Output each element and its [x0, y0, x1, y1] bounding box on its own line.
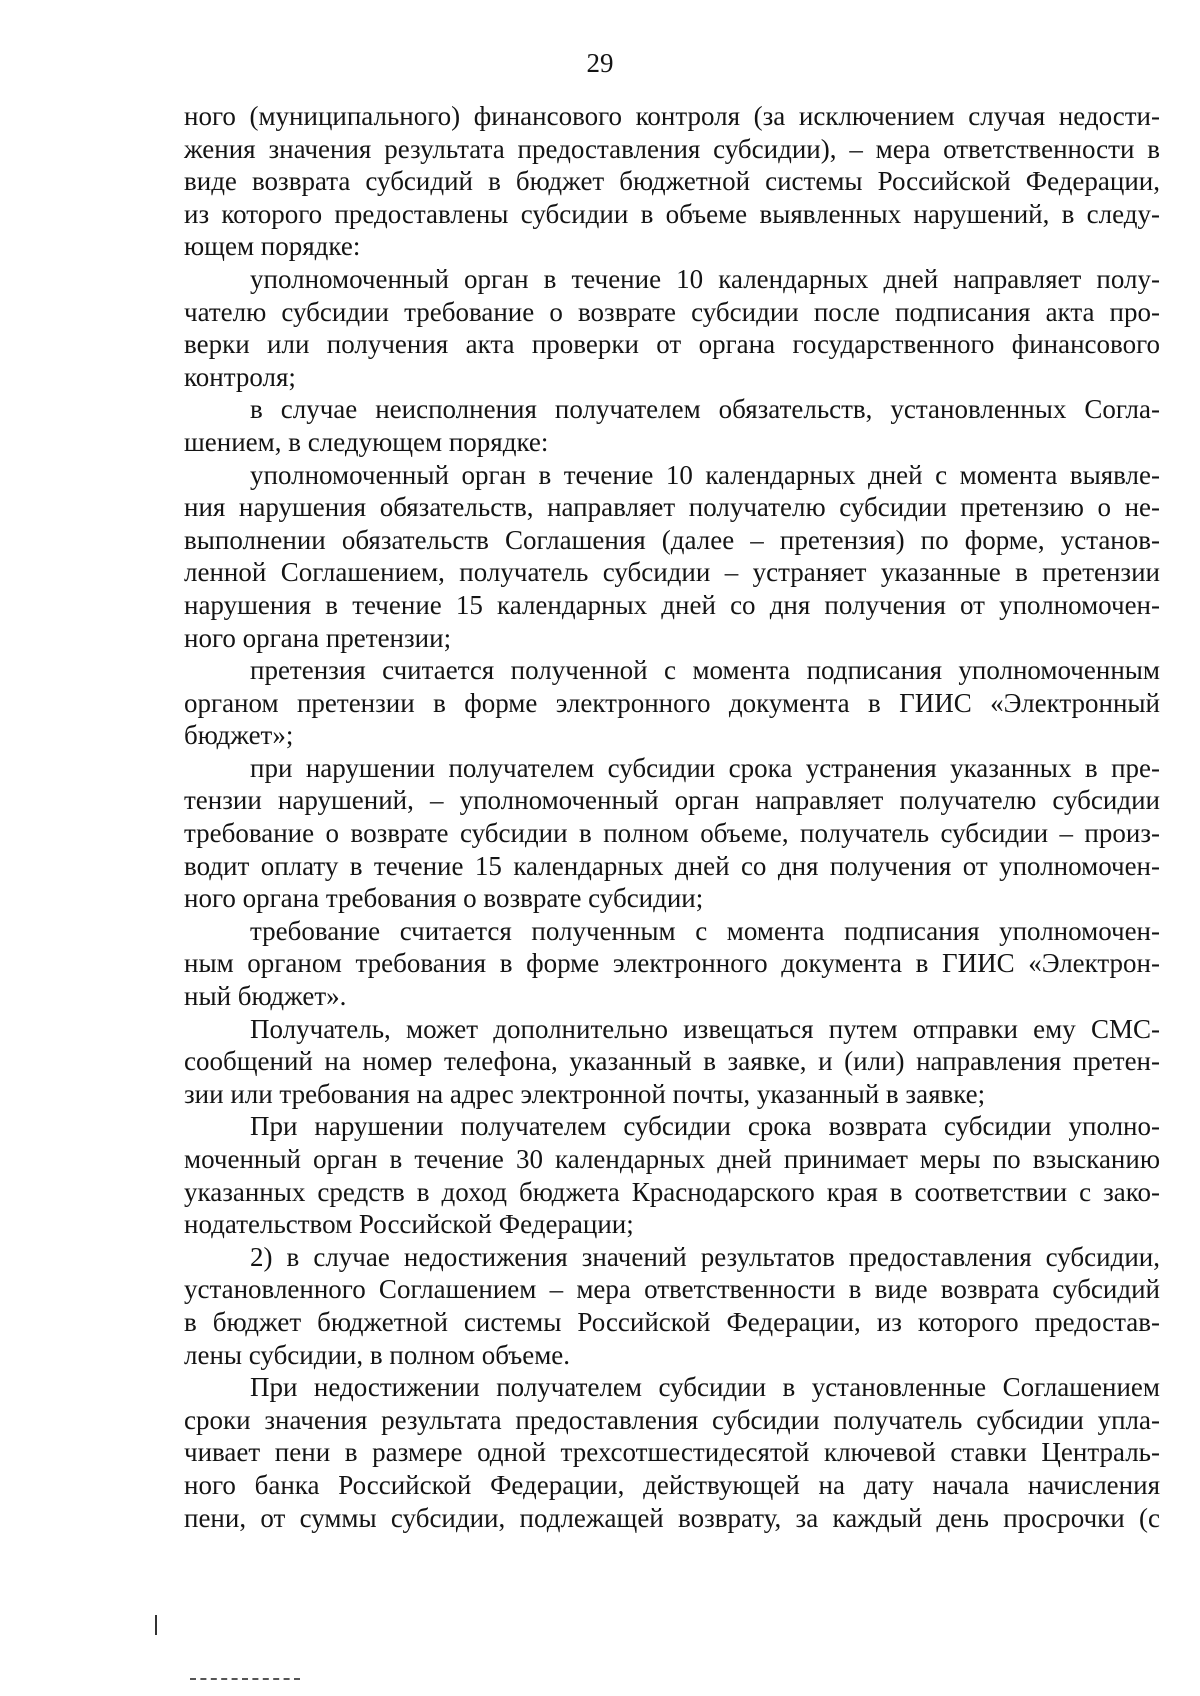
text-line: в случае неисполнения получателем обязательств, установленных Согла-: [250, 394, 1160, 425]
text-line: претензия считается полученной с момента подписания уполномоченным: [250, 655, 1160, 686]
text-line: виде возврата субсидий в бюджет бюджетной системы Российской Федерации,: [184, 166, 1160, 197]
text-line: нарушения в течение 15 календарных дней со дня получения от уполномочен-: [184, 589, 1160, 620]
text-line: ным органом требования в форме электронного документа в ГИИС «Электрон-: [184, 948, 1160, 979]
text-line: зии или требования на адрес электронной почты, указанный в заявке;: [184, 1078, 986, 1109]
text-line: ного банка Российской Федерации, действующей на дату начала начисления: [184, 1469, 1160, 1500]
text-line: 2) в случае недостижения значений результатов предоставления субсидии,: [250, 1241, 1160, 1272]
text-line: чивает пени в размере одной трехсотшестидесятой ключевой ставки Централь-: [184, 1437, 1160, 1468]
scan-artifact-line: [190, 1678, 300, 1682]
text-line: моченный орган в течение 30 календарных дней принимает меры по взысканию: [184, 1144, 1160, 1174]
text-lines: [184, 100, 1160, 1534]
text-line: водит оплату в течение 15 календарных дней со дня получения от уполномочен-: [184, 850, 1160, 881]
text-line: ного (муниципального) финансового контроля (за исключением случая недости-: [184, 101, 1160, 131]
text-line: органом претензии в форме электронного документа в ГИИС «Электронный: [184, 687, 1160, 718]
text-line: сроки значения результата предоставления субсидии получатель субсидии упла-: [184, 1404, 1160, 1435]
text-line: ленной Соглашением, получатель субсидии – устраняет указанные в претензии: [184, 557, 1160, 588]
text-line: шением, в следующем порядке:: [184, 426, 549, 457]
text-line: нодательством Российской Федерации;: [184, 1209, 634, 1240]
text-line: указанных средств в доход бюджета Краснодарского края в соответствии с зако-: [184, 1176, 1160, 1207]
page-number: 29: [586, 48, 614, 78]
text-line: требование считается полученным с момента подписания уполномочен-: [250, 915, 1160, 946]
text-line: лены субсидии, в полном объеме.: [184, 1339, 571, 1370]
text-line: тензии нарушений, – уполномоченный орган направляет получателю субсидии: [184, 785, 1160, 816]
text-line: при нарушении получателем субсидии срока устранения указанных в пре-: [250, 752, 1160, 783]
text-line: ния нарушения обязательств, направляет получателю субсидии претензию о не-: [184, 492, 1160, 523]
text-line: ющем порядке:: [184, 231, 361, 262]
text-line: сообщений на номер телефона, указанный в заявке, и (или) направления претен-: [184, 1046, 1160, 1077]
text-line: пени, от суммы субсидии, подлежащей возврату, за каждый день просрочки (с: [184, 1502, 1160, 1533]
text-line: бюджет»;: [184, 720, 294, 751]
text-line: требование о возврате субсидии в полном объеме, получатель субсидии – произ-: [184, 818, 1160, 849]
scan-artifact: [155, 1615, 157, 1635]
text-line: ного органа претензии;: [184, 622, 452, 653]
text-line: жения значения результата предоставления субсидии), – мера ответственности в: [184, 133, 1160, 164]
text-line: выполнении обязательств Соглашения (далее – претензия) по форме, установ-: [184, 524, 1160, 555]
text-line: верки или получения акта проверки от органа государственного финансового: [184, 329, 1160, 360]
text-line: При недостижении получателем субсидии в установленные Соглашением: [250, 1372, 1160, 1403]
text-line: уполномоченный орган в течение 10 календарных дней направляет полу-: [250, 263, 1160, 294]
text-line: уполномоченный орган в течение 10 календарных дней с момента выявле-: [250, 459, 1160, 490]
document-body: [184, 100, 1160, 1534]
text-line: Получатель, может дополнительно извещаться путем отправки ему СМС-: [250, 1013, 1160, 1044]
text-line: ного органа требования о возврате субсидии;: [184, 883, 704, 914]
text-line: чателю субсидии требование о возврате субсидии после подписания акта про-: [184, 296, 1160, 327]
text-line: При нарушении получателем субсидии срока возврата субсидии уполно-: [250, 1111, 1160, 1142]
text-line: в бюджет бюджетной системы Российской Федерации, из которого предостав-: [184, 1306, 1160, 1337]
text-line: контроля;: [184, 361, 296, 392]
text-line: установленного Соглашением – мера ответственности в виде возврата субсидий: [184, 1274, 1160, 1305]
text-line: из которого предоставлены субсидии в объеме выявленных нарушений, в следу-: [184, 198, 1160, 229]
text-line: ный бюджет».: [184, 981, 347, 1012]
